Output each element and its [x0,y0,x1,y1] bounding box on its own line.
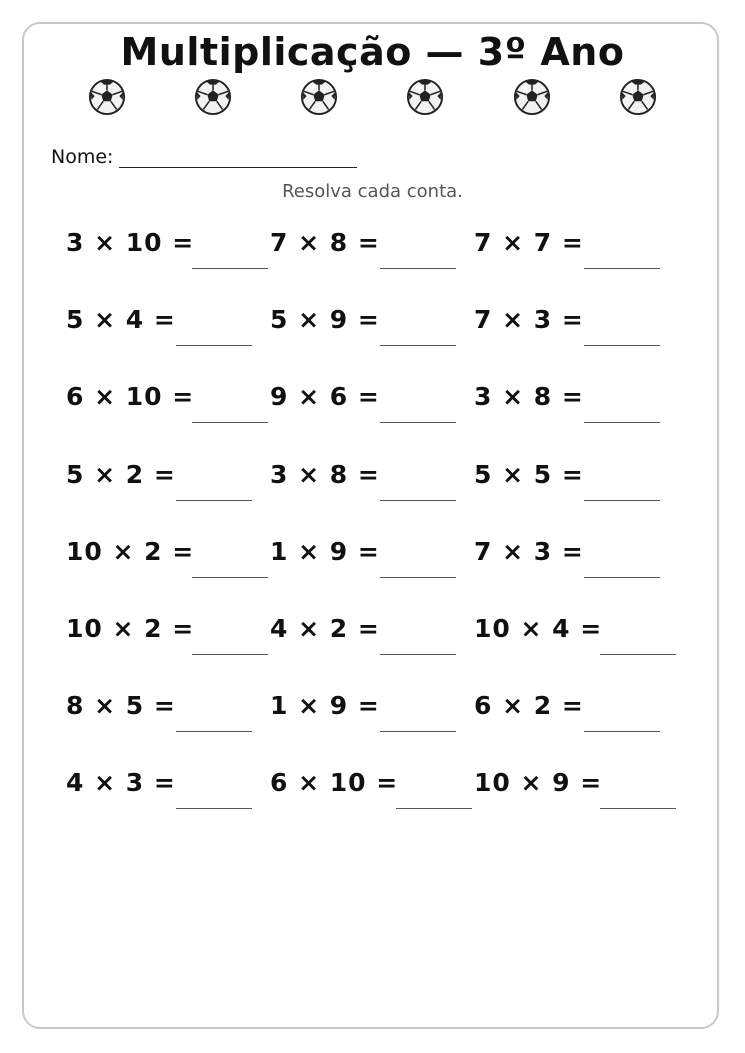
problem-7-2: 1 × 9 = [270,691,380,720]
problem-6-1: 10 × 2 = [66,614,195,643]
name-blank-line[interactable] [119,149,357,168]
answer-blank-5-2[interactable] [380,577,456,578]
answer-blank-2-2[interactable] [380,345,456,346]
soccer-ball-row [0,78,745,118]
problem-5-2: 1 × 9 = [270,537,380,566]
answer-blank-6-3[interactable] [600,654,676,655]
instruction-text: Resolva cada conta. [282,181,463,202]
problem-8-3: 10 × 9 = [474,768,603,797]
answer-blank-1-1[interactable] [192,268,268,269]
problem-4-3: 5 × 5 = [474,460,584,489]
answer-blank-3-2[interactable] [380,422,456,423]
answer-blank-4-1[interactable] [176,500,252,501]
problem-1-1: 3 × 10 = [66,228,195,257]
problem-1-3: 7 × 7 = [474,228,584,257]
answer-blank-7-1[interactable] [176,731,252,732]
problem-2-1: 5 × 4 = [66,305,176,334]
name-label: Nome: [51,146,114,168]
answer-blank-5-3[interactable] [584,577,660,578]
problem-5-1: 10 × 2 = [66,537,195,566]
answer-blank-6-1[interactable] [192,654,268,655]
answer-blank-5-1[interactable] [192,577,268,578]
answer-blank-4-2[interactable] [380,500,456,501]
problem-5-3: 7 × 3 = [474,537,584,566]
answer-blank-8-3[interactable] [600,808,676,809]
soccer-ball-icon [513,78,551,116]
problem-6-2: 4 × 2 = [270,614,380,643]
answer-blank-3-1[interactable] [192,422,268,423]
answer-blank-4-3[interactable] [584,500,660,501]
worksheet-title: Multiplicação — 3º Ano [120,30,625,74]
soccer-ball-icon [619,78,657,116]
problem-4-2: 3 × 8 = [270,460,380,489]
answer-blank-2-1[interactable] [176,345,252,346]
problem-3-3: 3 × 8 = [474,382,584,411]
problem-3-2: 9 × 6 = [270,382,380,411]
answer-blank-3-3[interactable] [584,422,660,423]
problem-3-1: 6 × 10 = [66,382,195,411]
answer-blank-1-2[interactable] [380,268,456,269]
problem-7-3: 6 × 2 = [474,691,584,720]
problem-8-1: 4 × 3 = [66,768,176,797]
soccer-ball-icon [88,78,126,116]
answer-blank-7-3[interactable] [584,731,660,732]
problem-4-1: 5 × 2 = [66,460,176,489]
answer-blank-6-2[interactable] [380,654,456,655]
answer-blank-7-2[interactable] [380,731,456,732]
answer-blank-8-1[interactable] [176,808,252,809]
problem-7-1: 8 × 5 = [66,691,176,720]
problem-6-3: 10 × 4 = [474,614,603,643]
problem-2-2: 5 × 9 = [270,305,380,334]
problem-1-2: 7 × 8 = [270,228,380,257]
answer-blank-1-3[interactable] [584,268,660,269]
answer-blank-8-2[interactable] [396,808,472,809]
answer-blank-2-3[interactable] [584,345,660,346]
soccer-ball-icon [406,78,444,116]
problem-8-2: 6 × 10 = [270,768,399,797]
name-field [51,146,357,168]
soccer-ball-icon [300,78,338,116]
worksheet-border [22,22,719,1029]
soccer-ball-icon [194,78,232,116]
problem-2-3: 7 × 3 = [474,305,584,334]
